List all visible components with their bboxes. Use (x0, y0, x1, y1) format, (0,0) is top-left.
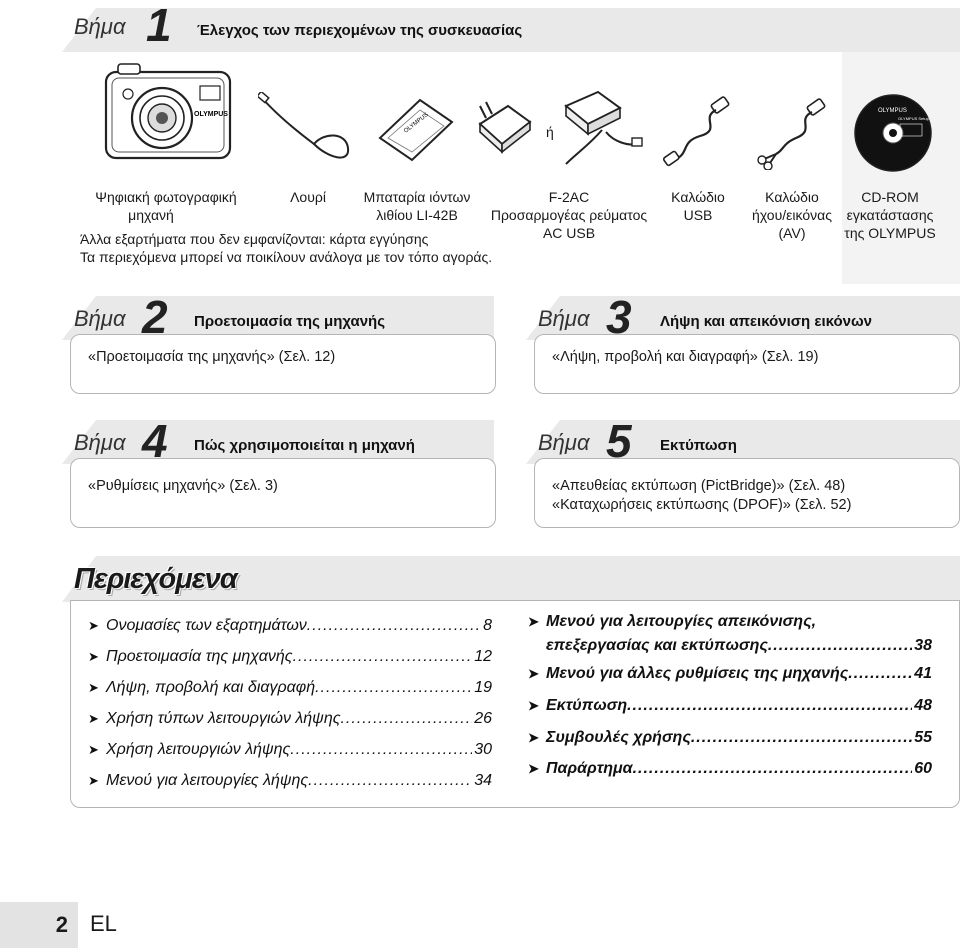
toc-item-page: 60 (914, 760, 932, 777)
item-caption-battery-l1: Μπαταρία ιόντων (363, 189, 471, 205)
item-caption-battery (352, 188, 482, 224)
toc-item-page: 34 (474, 772, 492, 789)
toc-item-page: 38 (914, 637, 932, 654)
item-caption-cd-rom-l2: εγκατάστασης (846, 207, 934, 223)
step1-title: Έλεγχος των περιεχομένων της συσκευασίας (197, 22, 523, 39)
toc-item[interactable] (528, 753, 932, 784)
page-number-tab (0, 902, 78, 948)
av-cable-illustration (754, 98, 834, 170)
chevron-right-icon: ➤ (88, 742, 99, 757)
chevron-right-icon: ➤ (528, 698, 539, 713)
toc-dots (315, 672, 472, 703)
step5-number: 5 (606, 415, 630, 467)
camera-brand: OLYMPUS (194, 111, 228, 118)
toc-item[interactable] (528, 658, 932, 690)
chevron-right-icon: ➤ (528, 614, 539, 629)
item-caption-av-cable-l2: ήχου/εικόνας (752, 207, 832, 223)
note-other-accessories: Άλλα εξαρτήματα που δεν εμφανίζονται: κάρτα εγγύησης (80, 231, 429, 247)
cd-sub: OLYMPUS Setup (898, 116, 929, 121)
toc-item-label: επεξεργασίας και εκτύπωσης (546, 637, 768, 654)
item-caption-camera (76, 188, 256, 224)
note-contents-vary: Τα περιεχόμενα μπορεί να ποικίλουν ανάλογα με τον τόπο αγοράς. (80, 249, 493, 265)
chevron-right-icon: ➤ (528, 666, 539, 681)
item-caption-usb-cable-l2: USB (683, 207, 713, 223)
step3-title: Λήψη και απεικόνιση εικόνων (660, 313, 873, 330)
toc-item-page: 30 (474, 741, 492, 758)
toc-item[interactable] (88, 703, 492, 734)
usb-cable-illustration (660, 96, 740, 168)
item-caption-adapter-l1: F-2AC (548, 189, 590, 205)
item-caption-cd-rom-l3: της OLYMPUS (844, 225, 936, 241)
toc-item-page: 26 (474, 710, 492, 727)
toc-dots (293, 641, 473, 672)
step4-word: Βήμα (74, 430, 126, 455)
item-caption-av-cable-l3: (AV) (778, 225, 806, 241)
step2-word: Βήμα (74, 306, 126, 331)
toc-item[interactable] (88, 610, 492, 641)
cd-rom-illustration (852, 92, 934, 174)
toc-item-label: Χρήση τύπων λειτουργιών λήψης (106, 710, 341, 727)
step5-reference-dpof[interactable]: «Καταχωρήσεις εκτύπωσης (DPOF)» (Σελ. 52) (552, 497, 852, 513)
step3-word: Βήμα (538, 306, 590, 331)
toc-item-label: Μενού για λειτουργίες λήψης (106, 772, 309, 789)
toc-item-label-line1: Μενού για λειτουργίες απεικόνισης, (546, 613, 817, 630)
toc-dots (307, 610, 481, 641)
toc-item[interactable] (88, 734, 492, 765)
toc-item[interactable] (88, 765, 492, 796)
step3-number: 3 (606, 291, 630, 343)
step5-title: Εκτύπωση (660, 437, 737, 454)
chevron-right-icon: ➤ (528, 730, 539, 745)
item-caption-battery-l2: λιθίου LI-42B (376, 207, 458, 223)
chevron-right-icon: ➤ (88, 773, 99, 788)
toc-item-label: Προετοιμασία της μηχανής (106, 648, 293, 665)
step3-reference[interactable]: «Λήψη, προβολή και διαγραφή» (Σελ. 19) (552, 349, 819, 365)
step1-number: 1 (146, 0, 170, 51)
toc-dots (340, 703, 472, 734)
toc-item-label: Παράρτημα (546, 760, 633, 777)
chevron-right-icon: ➤ (88, 711, 99, 726)
cd-brand: OLYMPUS (878, 108, 907, 114)
toc-item-first-line[interactable] (528, 610, 932, 634)
step2-number: 2 (142, 291, 166, 343)
contents-title: Περιεχόμενα (74, 563, 237, 595)
toc-item-label: Συμβουλές χρήσης (546, 729, 691, 746)
item-caption-usb-cable-l1: Καλώδιο (671, 189, 725, 205)
usb-ac-adapter-illustration (470, 96, 536, 158)
step5-reference-pictbridge[interactable]: «Απευθείας εκτύπωση (PictBridge)» (Σελ. 48) (552, 478, 846, 494)
usb-ac-adapter-cable-illustration (558, 86, 644, 170)
chevron-right-icon: ➤ (528, 761, 539, 776)
toc-item-page: 48 (914, 697, 932, 714)
toc-left-column (88, 610, 492, 796)
step5-word: Βήμα (538, 430, 590, 455)
item-caption-av-cable-l1: Καλώδιο (765, 189, 819, 205)
page-number: 2 (55, 912, 68, 937)
toc-item-label: Χρήση λειτουργιών λήψης (106, 741, 291, 758)
item-caption-strap-l1: Λουρί (290, 189, 326, 205)
item-caption-camera-l2: μηχανή (128, 207, 174, 223)
toc-item-label: Μενού για άλλες ρυθμίσεις της μηχανής (546, 665, 849, 682)
toc-dots (691, 722, 912, 753)
chevron-right-icon: ➤ (88, 618, 99, 633)
step4-reference[interactable]: «Ρυθμίσεις μηχανής» (Σελ. 3) (88, 478, 278, 494)
strap-illustration (258, 92, 354, 166)
chevron-right-icon: ➤ (88, 649, 99, 664)
item-caption-camera-l1: Ψηφιακή φωτογραφική (95, 189, 237, 205)
toc-item-label: Ονομασίες των εξαρτημάτων (106, 617, 307, 634)
step2-title: Προετοιμασία της μηχανής (194, 313, 386, 330)
step2-reference[interactable]: «Προετοιμασία της μηχανής» (Σελ. 12) (88, 349, 336, 365)
toc-item-label: Εκτύπωση (546, 697, 628, 714)
toc-item[interactable] (528, 722, 932, 753)
toc-dots (633, 753, 913, 784)
toc-dots (627, 690, 912, 722)
battery-brand: OLYMPUS (403, 112, 430, 135)
toc-item[interactable] (88, 672, 492, 703)
or-label: ή (546, 124, 554, 140)
toc-dots (290, 734, 472, 765)
toc-item[interactable] (88, 641, 492, 672)
item-caption-adapter (480, 188, 658, 242)
item-caption-adapter-l2: Προσαρμογέας ρεύματος (490, 207, 648, 223)
item-caption-strap (278, 188, 338, 206)
item-caption-cd-rom-l1: CD-ROM (861, 189, 919, 205)
toc-item-label: Λήψη, προβολή και διαγραφή (106, 679, 316, 696)
toc-item-page: 41 (914, 665, 932, 682)
toc-item-page: 12 (474, 648, 492, 665)
chevron-right-icon: ➤ (88, 680, 99, 695)
camera-illustration (98, 60, 238, 170)
toc-item[interactable] (528, 634, 932, 658)
toc-dots (848, 658, 912, 690)
toc-item-page: 19 (474, 679, 492, 696)
step4-title: Πώς χρησιμοποιείται η μηχανή (194, 437, 415, 454)
item-caption-adapter-l3: AC USB (542, 225, 596, 241)
battery-illustration (376, 96, 456, 164)
toc-right-column (528, 610, 932, 784)
step4-number: 4 (142, 415, 166, 467)
item-caption-usb-cable (660, 188, 736, 224)
toc-dots (308, 765, 472, 796)
language-code: EL (90, 911, 117, 936)
toc-item[interactable] (528, 690, 932, 722)
item-caption-av-cable (744, 188, 840, 242)
toc-dots (768, 634, 912, 658)
toc-item-page: 55 (914, 729, 932, 746)
item-caption-cd-rom (838, 188, 942, 242)
toc-item-page: 8 (483, 617, 492, 634)
step1-word: Βήμα (74, 14, 126, 39)
